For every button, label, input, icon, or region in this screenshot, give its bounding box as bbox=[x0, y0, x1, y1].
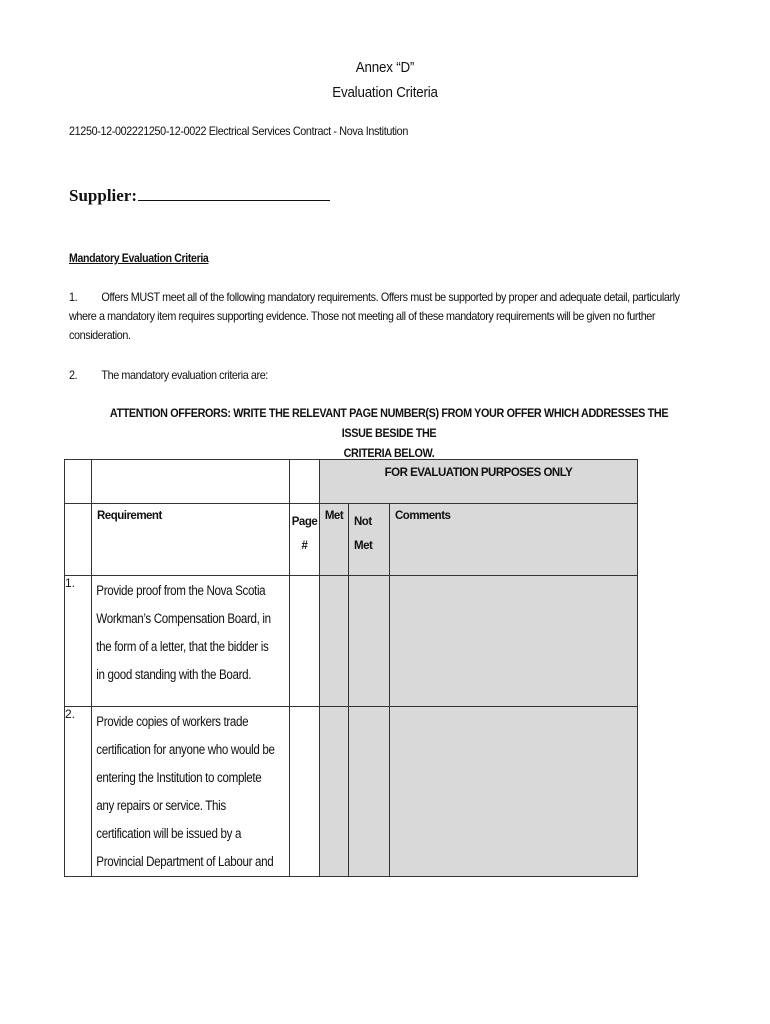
paragraph-1-text-1: Offers MUST meet all of the following mandatory requirements. Offers must be supported by proper and adequate detail, particularly bbox=[101, 290, 680, 304]
requirement-line: in good standing with the Board. bbox=[96, 667, 252, 682]
page-number-cell[interactable] bbox=[290, 576, 320, 707]
requirement-line: certification for anyone who would be bbox=[96, 742, 275, 757]
attention-notice bbox=[69, 403, 709, 463]
requirement-line: Workman’s Compensation Board, in bbox=[96, 611, 271, 626]
annex-title: Annex “D” bbox=[355, 60, 415, 76]
document-subtitle: Evaluation Criteria bbox=[332, 85, 438, 101]
row-index: 2. bbox=[65, 707, 92, 877]
not-met-cell[interactable] bbox=[349, 707, 390, 877]
col-header-page-1: Page bbox=[291, 516, 318, 528]
col-header-not-met-2: Met bbox=[354, 540, 373, 552]
requirement-line: any repairs or service. This bbox=[96, 798, 226, 813]
met-cell[interactable] bbox=[320, 576, 349, 707]
requirement-cell bbox=[92, 576, 290, 707]
not-met-cell[interactable] bbox=[349, 576, 390, 707]
comments-cell[interactable] bbox=[390, 576, 638, 707]
col-header-not-met-1: Not bbox=[354, 516, 372, 528]
evaluation-criteria-table bbox=[64, 459, 638, 877]
paragraph-1-number: 1. bbox=[69, 290, 78, 304]
supplier-field bbox=[69, 184, 330, 206]
requirement-line: the form of a letter, that the bidder is bbox=[96, 639, 269, 654]
table-row-eval-header bbox=[65, 460, 638, 504]
comments-cell[interactable] bbox=[390, 707, 638, 877]
requirement-cell bbox=[92, 707, 290, 877]
col-header-requirement: Requirement bbox=[92, 504, 290, 576]
table-row bbox=[65, 707, 638, 877]
supplier-blank-line[interactable] bbox=[138, 184, 330, 201]
requirement-line: Provide proof from the Nova Scotia bbox=[96, 583, 266, 598]
paragraph-2-number: 2. bbox=[69, 368, 78, 382]
requirement-line: Provincial Department of Labour and bbox=[96, 854, 274, 869]
paragraph-2 bbox=[69, 368, 268, 382]
col-header-comments: Comments bbox=[390, 504, 638, 576]
table-row bbox=[65, 576, 638, 707]
cell-blank bbox=[92, 460, 290, 504]
col-header-not-met bbox=[349, 504, 390, 576]
row-index: 1. bbox=[65, 576, 92, 707]
cell-blank bbox=[65, 460, 92, 504]
requirement-line: Provide copies of workers trade bbox=[96, 714, 249, 729]
col-header-page-2: # bbox=[301, 540, 308, 552]
paragraph-2-text: The mandatory evaluation criteria are: bbox=[101, 368, 268, 382]
paragraph-1-line-2: where a mandatory item requires supporting evidence. Those not meeting all of these mandatory requirements will be given no further bbox=[69, 309, 656, 323]
cell-blank bbox=[65, 504, 92, 576]
col-header-page bbox=[290, 504, 320, 576]
met-cell[interactable] bbox=[320, 707, 349, 877]
requirement-line: entering the Institution to complete bbox=[96, 770, 262, 785]
cell-blank bbox=[290, 460, 320, 504]
table-row-column-headers bbox=[65, 504, 638, 576]
eval-purposes-header: FOR EVALUATION PURPOSES ONLY bbox=[320, 460, 638, 504]
supplier-label: Supplier: bbox=[69, 186, 138, 205]
col-header-met: Met bbox=[320, 504, 349, 576]
mandatory-criteria-heading: Mandatory Evaluation Criteria bbox=[69, 251, 209, 265]
contract-reference: 21250-12-002221250-12-0022 Electrical Services Contract - Nova Institution bbox=[69, 124, 408, 138]
paragraph-1-line-3: consideration. bbox=[69, 328, 131, 342]
requirement-line: certification will be issued by a bbox=[96, 826, 242, 841]
paragraph-1-line-1 bbox=[69, 290, 680, 304]
page-number-cell[interactable] bbox=[290, 707, 320, 877]
attention-line-2: CRITERIA BELOW. bbox=[343, 446, 435, 460]
attention-line-1: ATTENTION OFFERORS: WRITE THE RELEVANT PAGE NUMBER(S) FROM YOUR OFFER WHICH ADDRESSES THE ISSUE BESIDE THE bbox=[109, 406, 669, 440]
